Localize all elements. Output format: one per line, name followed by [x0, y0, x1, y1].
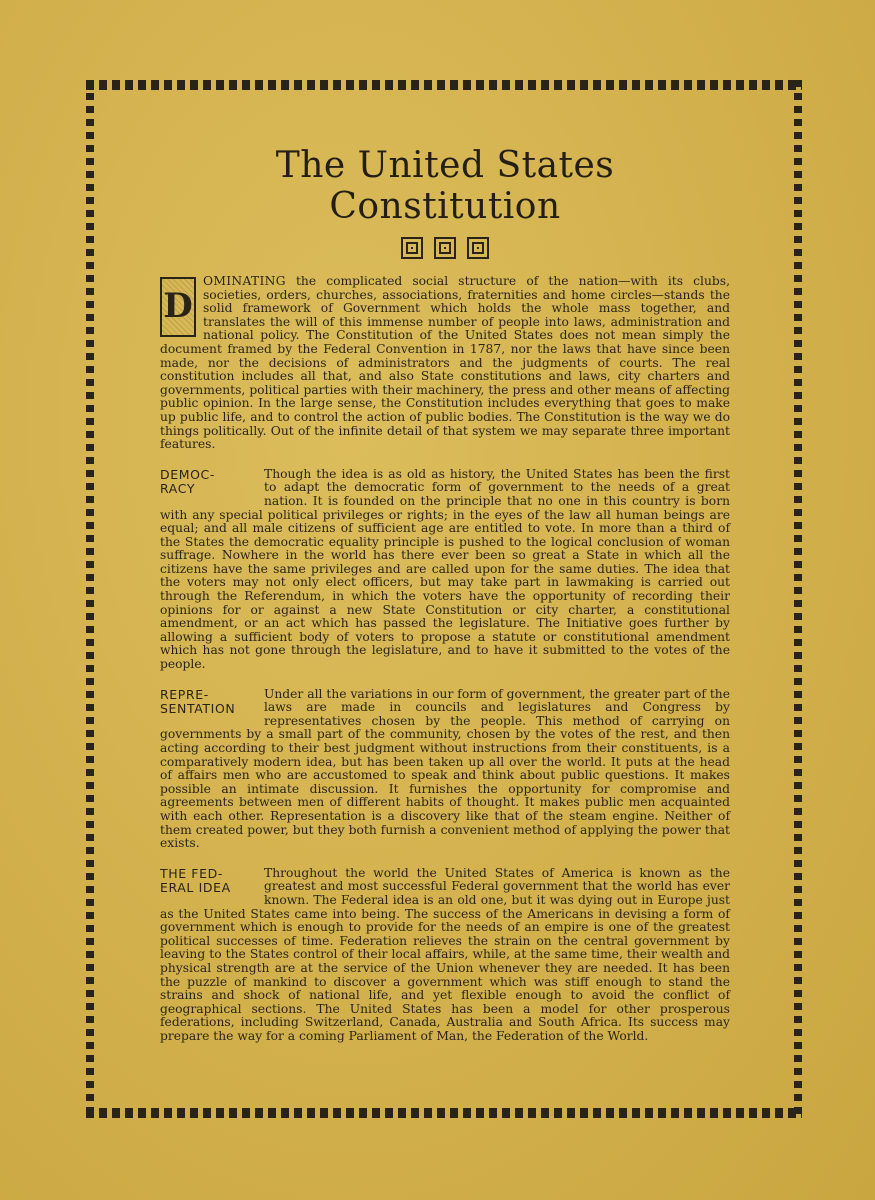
intro-paragraph	[160, 275, 730, 452]
border-top	[86, 80, 802, 90]
page-title: The United States Constitution	[275, 145, 615, 227]
section-heading-line: THE FED-	[160, 865, 223, 881]
decorative-knot-icon	[467, 237, 489, 259]
drop-cap: D	[160, 277, 196, 337]
decorative-knot-icon	[401, 237, 423, 259]
section-text: Throughout the world the United States of America is known as the greatest and most successful Federal government that the world has ever known. The Federal idea is an old one, but it was dying out in Europe just as the United States came into being. The success of the Americans in devising a form of government which is enough to provide for the needs of an empire is one of the greatest political successes of time. Federation relieves the strain on the central government by leaving to the States control of their local affairs, while, at the same time, their wealth and physical strength are at the service of the Union whenever they are needed. It has been the puzzle of mankind to discover a government which was stiff enough to stand the strains and shock of national life, and yet flexible enough to avoid the conflict of geographical sections. The United States has been a model for other prosperous federations, including Switzerland, Canada, Australia and South Africa. Its success may prepare the way for a coming Parliament of Man, the Federation of the World.	[160, 865, 730, 1043]
section-heading-line: DEMOC-	[160, 466, 215, 482]
border-bottom	[86, 1108, 802, 1118]
section-heading	[160, 688, 258, 716]
ornament-row	[160, 237, 730, 265]
border-left	[86, 80, 94, 1118]
section-federal-idea	[160, 867, 730, 1044]
section-heading-line: RACY	[160, 480, 196, 496]
section-heading-line: ERAL IDEA	[160, 879, 231, 895]
section-text: Under all the variations in our form of government, the greater part of the laws are made in councils and legislatures and Congress by representatives chosen by the people. This method of carrying on governments by a small part of the community, chosen by the votes of the rest, and then acting according to their best judgment without instructions from their constituents, is a comparatively modern idea, but has been taken up all over the world. It puts at the head of affairs men who are accustomed to speak and think about public questions. It makes possible an intimate discussion. It furnishes the opportunity for compromise and agreements between men of different habits of thought. It makes public men acquainted with each other. Representation is a discovery like that of the steam engine. Neither of them created power, but they both furnish a convenient method of applying the power that exists.	[160, 686, 730, 851]
page-content	[160, 145, 730, 1043]
section-heading-line: REPRE-	[160, 686, 209, 702]
section-text: Though the idea is as old as history, the United States has been the first to adapt the democratic form of government to the needs of a great nation. It is founded on the principle that no one in this country is born with any special political privileges or rights; in the eyes of the law all human beings are equal; and all male citizens of sufficient age are entitled to vote. In more than a third of the States the democratic equality principle is pushed to the logical conclusion of woman suffrage. Nowhere in the world has there ever been so great a State in which all the citizens have the same privileges and are called upon for the same duties. The idea that the voters may not only elect officers, but may take part in lawmaking is carried out through the Referendum, in which the voters have the opportunity of recording their opinions for or against a new State Constitution or city charter, a constitutional amendment, or an act which has passed the legislature. The Initiative goes further by allowing a sufficient body of voters to propose a statute or constitutional amendment which has not gone through the legislature, and to have it submitted to the votes of the people.	[160, 466, 730, 672]
section-heading	[160, 468, 258, 496]
section-heading	[160, 867, 258, 895]
decorative-knot-icon	[434, 237, 456, 259]
intro-text: the complicated social structure of the nation—with its clubs, societies, orders, churches, associations, fraternities and home circles—stands the solid framework of Government which holds the whole mass together, and translates the will of this immense number of people into laws, administration and national policy. The Constitution of the United States does not mean simply the document framed by the Federal Convention in 1787, nor the laws that have since been made, nor the decisions of administrators and the judgments of courts. The real constitution includes all that, and also State constitutions and laws, city charters and governments, political parties with their machinery, the press and other means of affecting public opinion. In the large sense, the Constitution includes everything that goes to make up public life, and to control the action of public bodies. The Constitution is the way we do things politically. Out of the infinite detail of that system we may separate three important features.	[160, 274, 730, 452]
intro-lead-word: OMINATING	[203, 274, 286, 288]
section-democracy	[160, 468, 730, 672]
border-right	[794, 80, 802, 1118]
section-representation	[160, 688, 730, 851]
section-heading-line: SENTATION	[160, 700, 236, 716]
